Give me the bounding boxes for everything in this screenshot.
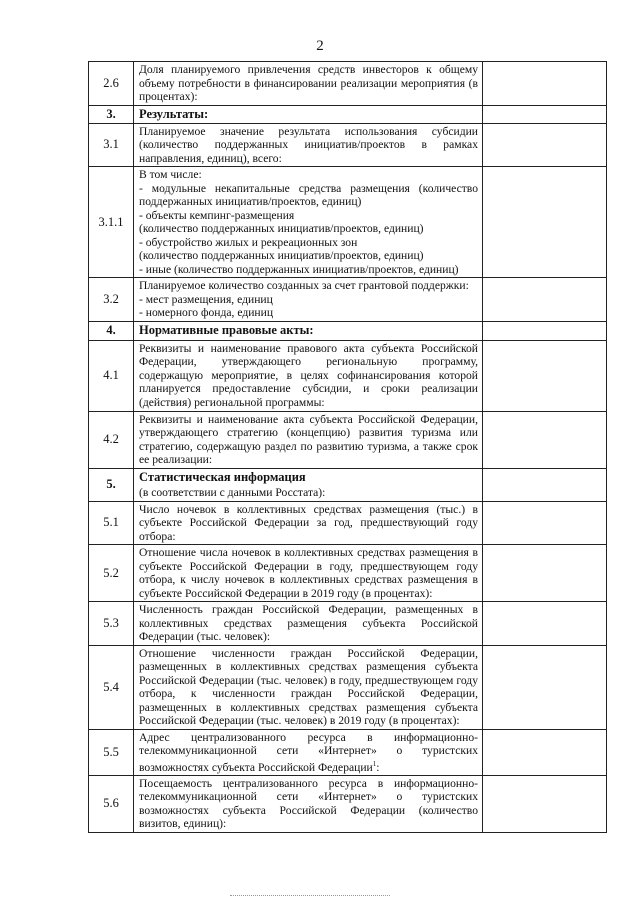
page-number: 2 bbox=[316, 38, 324, 54]
row-description bbox=[134, 645, 483, 729]
row-description bbox=[134, 123, 483, 167]
footer-rule bbox=[230, 895, 390, 896]
value-cell[interactable] bbox=[483, 545, 607, 602]
value-cell[interactable] bbox=[483, 411, 607, 468]
row-number: 3.2 bbox=[89, 278, 134, 322]
row-number: 4.2 bbox=[89, 411, 134, 468]
description-line: - модульные некапитальные средства размещения (количество поддержанных инициатив/проектов, единиц) bbox=[139, 181, 478, 208]
section-heading-note: (в соответствии с данными Росстата): bbox=[139, 485, 326, 499]
description-line: Отношение численности граждан Российской Федерации, размещенных в коллективных средствах размещения субъекта Российской Федерации (тыс. человек) в году, предшествующем году отбора, к численности граждан Российской Федерации, размещенных в коллективных средствах размещения субъекта Российской Федерации (тыс. человек) в 2019 году (в процентах): bbox=[139, 646, 478, 727]
row-description bbox=[134, 501, 483, 545]
row-description bbox=[134, 775, 483, 832]
description-line: - мест размещения, единиц bbox=[139, 292, 273, 306]
value-cell[interactable] bbox=[483, 105, 607, 123]
value-cell[interactable] bbox=[483, 167, 607, 278]
description-line: Реквизиты и наименование акта субъекта Российской Федерации, утверждающего стратегию (концепцию) развития туризма или стратегию, содержащую раздел по развитию туризма, а также срок ее реализации: bbox=[139, 412, 478, 466]
table-row bbox=[89, 123, 607, 167]
description-line: Доля планируемого привлечения средств инвесторов к общему объему потребности в финансировании реализации мероприятия (в процентах): bbox=[139, 63, 478, 103]
row-description bbox=[134, 62, 483, 106]
row-description bbox=[134, 602, 483, 646]
description-line: Планируемое значение результата использования субсидии (количество поддержанных инициатив/проектов в рамках направления, единиц), всего: bbox=[139, 124, 478, 165]
row-number: 5.3 bbox=[89, 602, 134, 646]
description-line: Отношение числа ночевок в коллективных средствах размещения в субъекте Российской Федерации в году, предшествующем году отбора, к числу ночевок в коллективных средствах размещения в субъекте Российской Федерации в 2019 году (в процентах): bbox=[139, 546, 478, 600]
table-row bbox=[89, 729, 607, 775]
section-heading bbox=[134, 468, 483, 501]
value-cell[interactable] bbox=[483, 278, 607, 322]
table-row bbox=[89, 278, 607, 322]
value-cell[interactable] bbox=[483, 340, 607, 411]
description-line: Реквизиты и наименование правового акта субъекта Российской Федерации, утверждающего региональную программу, содержащую мероприятие, в целях софинансирования которой планируется предоставление субсидии, и сроки реализации (действия) региональной программы: bbox=[139, 341, 478, 409]
row-number: 5.4 bbox=[89, 645, 134, 729]
row-number: 5.5 bbox=[89, 729, 134, 775]
row-description bbox=[134, 545, 483, 602]
row-description bbox=[134, 340, 483, 411]
row-number: 2.6 bbox=[89, 62, 134, 106]
row-description bbox=[134, 411, 483, 468]
value-cell[interactable] bbox=[483, 501, 607, 545]
section-heading-title: Статистическая информация bbox=[139, 469, 306, 484]
table-row bbox=[89, 645, 607, 729]
section-heading: Нормативные правовые акты: bbox=[134, 321, 483, 340]
table-row bbox=[89, 775, 607, 832]
description-line: Посещаемость централизованного ресурса в информационно-телекоммуникационной сети «Интернет» о туристских возможностях субъекта Российской Федерации (количество визитов, единиц): bbox=[139, 776, 478, 831]
value-cell[interactable] bbox=[483, 468, 607, 501]
section-number: 4. bbox=[89, 321, 134, 340]
description-line: - номерного фонда, единиц bbox=[139, 306, 274, 319]
description-line: Число ночевок в коллективных средствах размещения (тыс.) в субъекте Российской Федерации за год, предшествующий году отбора: bbox=[139, 502, 478, 543]
description-line: В том числе: bbox=[139, 168, 202, 181]
value-cell[interactable] bbox=[483, 645, 607, 729]
row-number: 5.6 bbox=[89, 775, 134, 832]
value-cell[interactable] bbox=[483, 602, 607, 646]
description-line: - иные (количество поддержанных инициатив/проектов, единиц) bbox=[139, 262, 459, 276]
row-number: 5.1 bbox=[89, 501, 134, 545]
section-row bbox=[89, 321, 607, 340]
section-row bbox=[89, 468, 607, 501]
row-number: 3.1.1 bbox=[89, 167, 134, 278]
table-row bbox=[89, 411, 607, 468]
section-row bbox=[89, 105, 607, 123]
section-heading: Результаты: bbox=[134, 105, 483, 123]
value-cell[interactable] bbox=[483, 62, 607, 106]
row-description bbox=[134, 729, 483, 775]
table-row bbox=[89, 501, 607, 545]
value-cell[interactable] bbox=[483, 321, 607, 340]
row-number: 5.2 bbox=[89, 545, 134, 602]
value-cell[interactable] bbox=[483, 123, 607, 167]
table-row bbox=[89, 340, 607, 411]
table-row bbox=[89, 545, 607, 602]
row-description bbox=[134, 278, 483, 322]
row-description bbox=[134, 167, 483, 278]
description-line: - объекты кемпинг-размещения bbox=[139, 208, 295, 222]
value-cell[interactable] bbox=[483, 729, 607, 775]
table-row bbox=[89, 167, 607, 278]
description-line: (количество поддержанных инициатив/проектов, единиц) bbox=[139, 249, 424, 262]
description-line: (количество поддержанных инициатив/проектов, единиц) bbox=[139, 222, 424, 235]
row-number: 3.1 bbox=[89, 123, 134, 167]
application-form-table bbox=[88, 61, 607, 833]
description-line: Планируемое количество созданных за счет грантовой поддержки: bbox=[139, 279, 469, 292]
description-line: - обустройство жилых и рекреационных зон bbox=[139, 235, 358, 249]
footnote-marker: 1 bbox=[372, 759, 377, 768]
section-number: 3. bbox=[89, 105, 134, 123]
description-suffix: : bbox=[376, 760, 380, 774]
table-row bbox=[89, 62, 607, 106]
value-cell[interactable] bbox=[483, 775, 607, 832]
section-number: 5. bbox=[89, 468, 134, 501]
table-row bbox=[89, 602, 607, 646]
description-line: Численность граждан Российской Федерации, размещенных в коллективных средствах размещения субъекта Российской Федерации (тыс. человек): bbox=[139, 603, 478, 643]
description-line: Адрес централизованного ресурса в информационно-телекоммуникационной сети «Интернет» о туристских возможностях субъекта Российской Федерации bbox=[139, 730, 478, 774]
row-number: 4.1 bbox=[89, 340, 134, 411]
